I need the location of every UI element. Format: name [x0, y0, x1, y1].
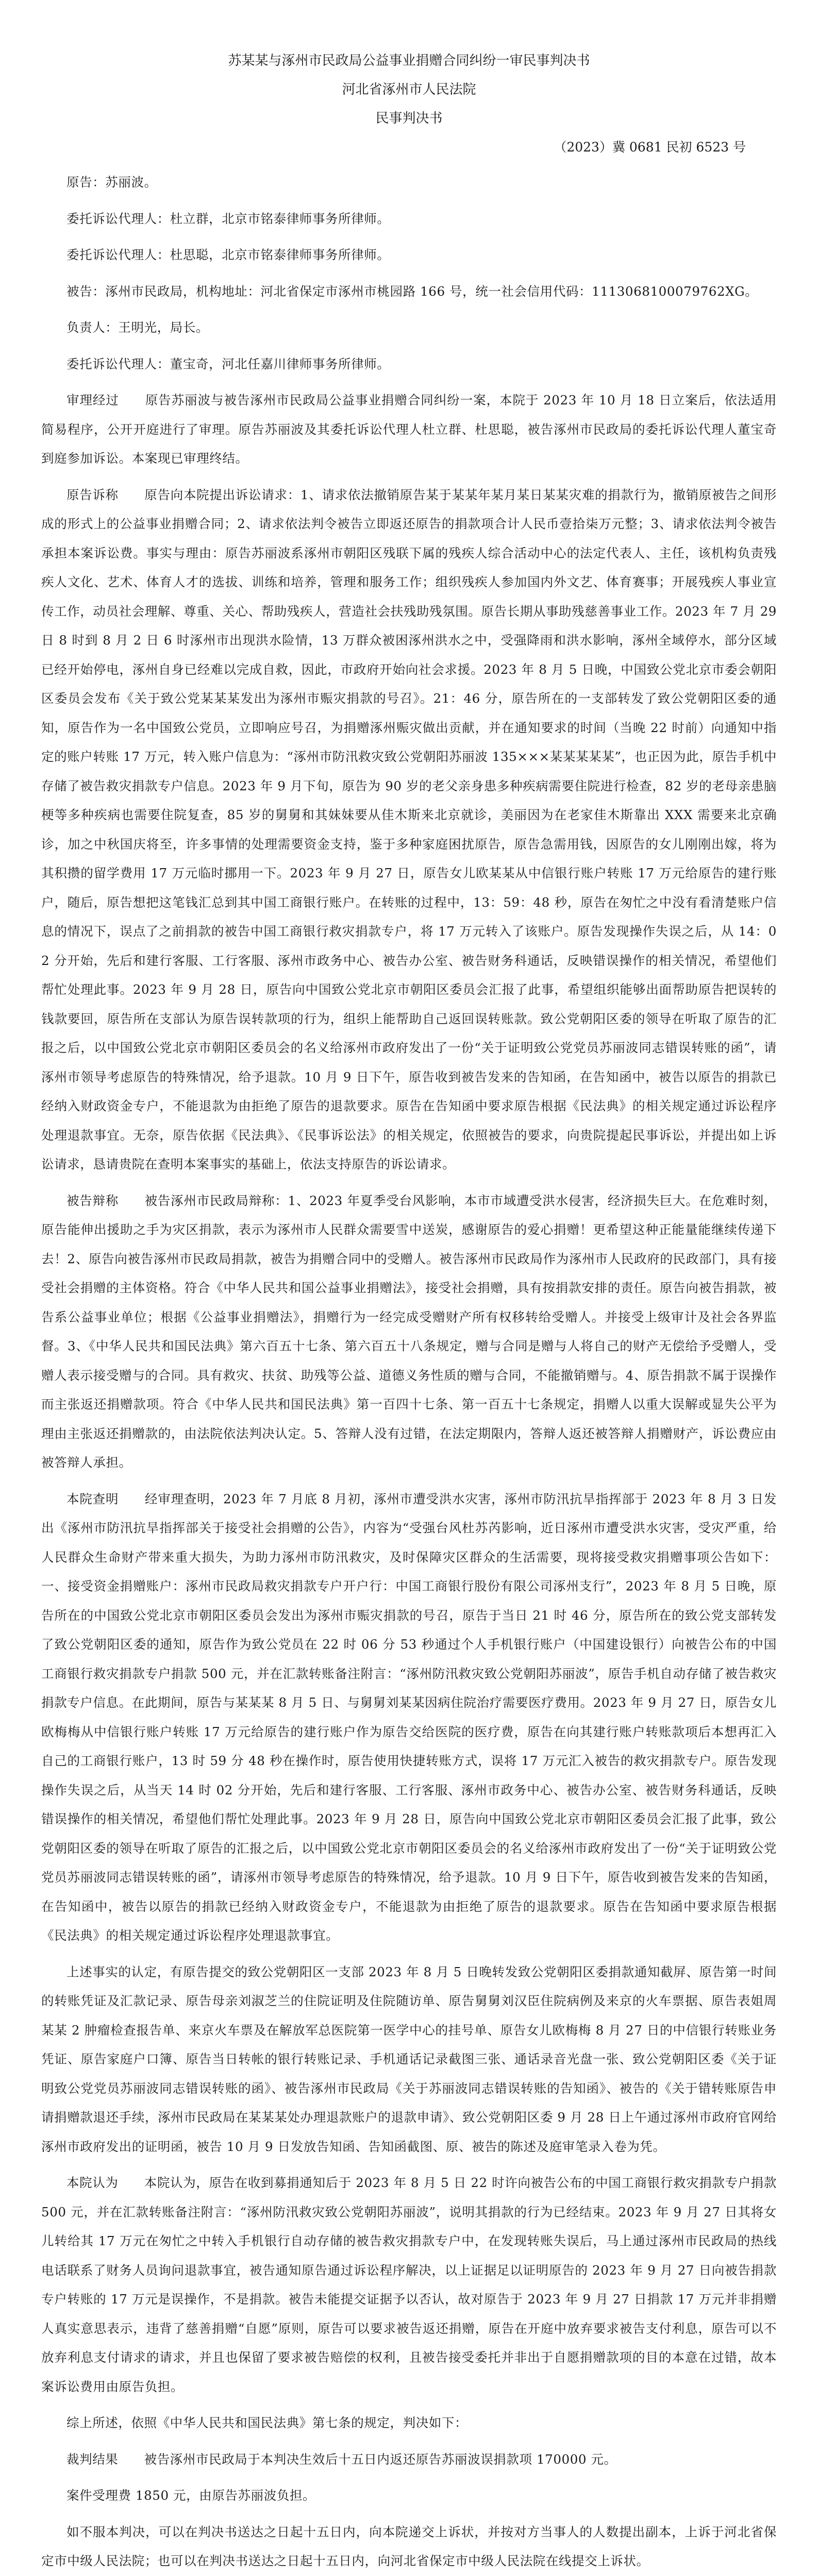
appeal-notice: 如不服本判决，可以在判决书送达之日起十五日内，向本院递交上诉状，并按对方当事人的人数提出副本，上诉于河北省保定市中级人民法院；也可以在判决书送达之日起十五日内，向河北省保定市中级人民法院在线提交上诉状。 — [41, 2524, 777, 2568]
document-header — [41, 46, 777, 133]
plaintiff: 原告：苏丽波。 — [66, 175, 157, 190]
plaintiff-agent-1: 委托诉讼代理人：杜立群，北京市铭泰律师事务所律师。 — [66, 211, 390, 226]
court-findings: 本院查明 经审理查明，2023 年 7 月底 8 月初，涿州市遭受洪水灾害，涿州市防汛抗旱指挥部于 2023 年 8 月 3 日发出《涿州市防汛抗旱指挥部关于接受社会捐赠的公告》，内容为“受强台风杜苏芮影响，近日涿州市遭受洪水灾害，受灾严重，给人民群众生命财产带来重大损失，为助力涿州市防汛救灾，及时保障灾区群众的生活需要，现将接受救灾捐赠事项公告如下：一、接受资金捐赠账户：涿州市民政局救灾捐款专户开户行：中国工商银行股份有限公司涿州支行”，2023 年 8 月 5 日晚，原告所在的中国致公党北京市朝阳区委员会发出为涿州市赈灾捐款的号召，原告于当日 21 时 46 分，原告所在的致公党支部转发了致公党朝阳区委的通知，原告作为致公党员在 22 时 06 分 53 秒通过个人手机银行账户（中国建设银行）向被告公布的中国工商银行救灾捐款专户捐款 500 元，并在汇款转账备注附言：“涿州防汛救灾致公党朝阳苏丽波”，原告手机自动存储了被告救灾捐款专户信息。在此期间，原告与某某某 8 月 5 日、与舅舅刘某某因病住院治疗需要医疗费用。2023 年 9 月 27 日，原告女儿欧梅梅从中信银行账户转账 17 万元给原告的建行账户作为原告交给医院的医疗费，原告在向其建行账户转账款项后本想再汇入自己的工商银行账户，13 时 59 分 48 秒在操作时，原告使用快捷转账方式，误将 17 万元汇入被告的救灾捐款专户。原告发现操作失误之后，从当天 14 时 02 分开始，先后和建行客服、工行客服、涿州市政务中心、被告办公室、被告财务科通话，反映错误操作的相关情况，希望他们帮忙处理此事。2023 年 9 月 28 日，原告向中国致公党北京市朝阳区委员会汇报了此事，致公党朝阳区委的领导在听取了原告的汇报之后，以中国致公党北京市朝阳区委员会的名义给涿州市政府发出了一份“关于证明致公党党员苏丽波同志错误转账的函”，请涿州市领导考虑原告的特殊情况，给予退款。10 月 9 日下午，原告收到被告发来的告知函，在告知函中，被告以原告的捐款已经纳入财政资金专户，不能退款为由拒绝了原告的退款要求。原告在告知函中要求原告根据《民法典》的相关规定通过诉讼程序处理退款事宜。 — [41, 1491, 777, 1943]
document-body — [41, 168, 777, 2576]
court-opinion: 本院认为 本院认为，原告在收到募捐通知后于 2023 年 8 月 5 日 22 时许向被告公布的中国工商银行救灾捐款专户捐款 500 元，并在汇款转账备注附言：“涿州防汛救灾致公党朝阳苏丽波”，说明其捐款的行为已经结束。2023 年 9 月 27 日其将女儿转给其 17 万元在匆忙之中转入手机银行自动存储的被告救灾捐款专户中，在发现转账失误后，马上通过涿州市民政局的热线电话联系了财务人员询问退款事宜，被告通知原告通过诉讼程序解决，以上证据足以证明原告的 2023 年 9 月 27 日向被告捐款专户转账的 17 万元是误操作，不是捐款。被告未能提交证据予以否认，故对原告于 2023 年 9 月 27 日捐款 17 万元并非捐赠人真实意思表示，违背了慈善捐赠“自愿”原则，原告可以要求被告返还捐赠，原告在开庭中放弃要求被告支付利息，原告可以不放弃利息支付请求的请求，并且也保留了要求被告赔偿的权利，且被告接受委托并非出于自愿捐赠款项的目的本意在过错，故本案诉讼费用由原告负担。 — [41, 2175, 777, 2394]
court-fee: 案件受理费 1850 元，由原告苏丽波负担。 — [66, 2488, 316, 2503]
document-type: 民事判决书 — [375, 111, 443, 126]
judgment-result: 裁判结果 被告涿州市民政局于本判决生效后十五日内返还原告苏丽波误捐款项 170000 元。 — [66, 2451, 617, 2467]
defendant-agent: 委托诉讼代理人：董宝奇，河北任嘉川律师事务所律师。 — [66, 356, 390, 371]
document-title: 苏某某与涿州市民政局公益事业捐赠合同纠纷一审民事判决书 — [228, 53, 590, 69]
defendant-defense: 被告辩称 被告涿州市民政局辩称：1、2023 年夏季受台风影响，本市市域遭受洪水侵害，经济损失巨大。在危难时刻，原告能伸出援助之手为灾区捐款，表示为涿州市人民群众需要雪中送炭，感谢原告的爱心捐赠！更希望这种正能量能继续传递下去！2、原告向被告涿州市民政局捐款，被告为捐赠合同中的受赠人。被告涿州市民政局作为涿州市人民政府的民政部门，具有接受社会捐赠的主体资格。符合《中华人民共和国公益事业捐赠法》，接受社会捐赠，具有按捐款安排的责任。原告向被告捐款，被告系公益事业单位；根据《公益事业捐赠法》，捐赠行为一经完成受赠财产所有权移转给受赠人。并接受上级审计及社会各界监督。3、《中华人民共和国民法典》第六百五十七条、第六百五十八条规定，赠与合同是赠与人将自己的财产无偿给予受赠人，受赠人表示接受赠与的合同。具有救灾、扶贫、助残等公益、道德义务性质的赠与合同，不能撤销赠与。4、原告捐款不属于误操作而主张返还捐赠款项。符合《中华人民共和国民法典》第一百四十七条、第一百五十七条规定，捐赠人以重大误解或显失公平为理由主张返还捐赠款的，由法院依法判决认定。5、答辩人没有过错，在法定期限内，答辩人返还被答辩人捐赠财产，诉讼费应由被答辩人承担。 — [41, 1193, 777, 1470]
plaintiff-claims: 原告诉称 原告向本院提出诉讼请求：1、请求依法撤销原告某于某某年某月某日某某灾难的捐款行为，撤销原被告之间形成的形式上的公益事业捐赠合同；2、请求依法判令被告立即返还原告的捐款项合计人民币壹拾柒万元整；3、请求依法判令被告承担本案诉讼费。事实与理由：原告苏丽波系涿州市朝阳区残联下属的残疾人综合活动中心的法定代表人、主任，该机构负责残疾人文化、艺术、体育人才的选拔、训练和培养，管理和服务工作；组织残疾人参加国内外文艺、体育赛事；开展残疾人事业宣传工作，动员社会理解、尊重、关心、帮助残疾人，营造社会扶残助残氛围。原告长期从事助残慈善事业工作。2023 年 7 月 29 日 8 时到 8 月 2 日 6 时涿州市出现洪水险情，13 万群众被困涿州洪水之中，受强降雨和洪水影响，涿州全域停水，部分区域已经开始停电，涿州自身已经难以完成自救，因此，市政府开始向社会求援。2023 年 8 月 5 日晚，中国致公党北京市委会朝阳区委员会发布《关于致公党某某某发出为涿州市赈灾捐款的号召》。21：46 分，原告所在的一支部转发了致公党朝阳区委的通知，原告作为一名中国致公党员，立即响应号召，为捐赠涿州赈灾做出贡献，并在通知要求的时间（当晚 22 时前）向通知中指定的账户转账 17 万元，转入账户信息为：“涿州市防汛救灾致公党朝阳苏丽波 135×××某某某某某”，也正因为此，原告手机中存储了被告救灾捐款专户信息。2023 年 9 月下旬，原告为 90 岁的老父亲身患多种疾病需要住院进行检查，82 岁的老母亲患脑梗等多种疾病也需要住院复查，85 岁的舅舅和其妹妹要从佳木斯来北京就诊，美丽因为在老家佳木斯靠出 XXX 需要来北京确诊，加之中秋国庆将至，许多事情的处理需要资金支持，鉴于多种家庭困扰原告，原告急需用钱，因原告的女儿刚刚出嫁，将为其积攒的留学费用 17 万元临时挪用一下。2023 年 9 月 27 日，原告女儿欧某某从中信银行账户转账 17 万元给原告的建行账户，随后，原告想把这笔钱汇总到其中国工商银行账户。在转账的过程中，13：59：48 秒，原告在匆忙之中没有看清楚账户信息的情况下，误点了之前捐款的被告中国工商银行救灾捐款专户，将 17 万元转入了该账户。原告发现操作失误之后，从 14：02 分开始，先后和建行客服、工行客服、涿州市政务中心、被告办公室、被告财务科通话，反映错误操作的相关情况，希望他们帮忙处理此事。2023 年 9 月 28 日，原告向中国致公党北京市朝阳区委员会汇报了此事，希望组织能够出面帮助原告把误转的钱款要回，原告所在支部认为原告误转款项的行为，组织上能帮助自己返回误转账款。致公党朝阳区委的领导在听取了原告的汇报之后，以中国致公党北京市朝阳区委员会的名义给涿州市政府发出了一份“关于证明致公党党员苏丽波同志错误转账的函”，请涿州市领导考虑原告的特殊情况，给予退款。10 月 9 日下午，原告收到被告发来的告知函，在告知函中，被告以原告的捐款已经纳入财政资金专户，不能退款为由拒绝了原告的退款要求。原告在告知函中要求原告根据《民法典》的相关规定通过诉讼程序处理退款事宜。无奈，原告依据《民法典》、《民事诉讼法》的相关规定，依照被告的要求，向贵院提起民事诉讼，并提出如上诉讼请求，恳请贵院在查明本案事实的基础上，依法支持原告的诉讼请求。 — [41, 487, 777, 1172]
plaintiff-agent-2: 委托诉讼代理人：杜思聪，北京市铭泰律师事务所律师。 — [66, 247, 390, 262]
court-name: 河北省涿州市人民法院 — [342, 82, 476, 97]
defendant: 被告：涿州市民政局，机构地址：河北省保定市涿州市桃园路 166 号，统一社会信用代码：1113068100079762XG。 — [66, 283, 758, 299]
evidence-summary: 上述事实的认定，有原告提交的致公党朝阳区一支部 2023 年 8 月 5 日晚转发致公党朝阳区委捐款通知截屏、原告第一时间的转账凭证及汇款记录、原告母亲刘淑芝兰的住院证明及住院随访单、原告舅舅刘汉臣住院病例及来京的火车票据、原告表姐周某某 2 肿瘤检查报告单、来京火车票及在解放军总医院第一医学中心的挂号单、原告女儿欧梅梅 8 月 27 日的中信银行转账业务凭证、原告家庭户口簿、原告当日转帐的银行转账记录、手机通话记录截图三张、通话录音光盘一张、致公党朝阳区委《关于证明致公党党员苏丽波同志错误转账的函》、被告涿州市民政局《关于苏丽波同志错误转账的告知函》、被告的《关于错转账原告申请捐赠款退还手续，涿州市民政局在某某某处办理退款账户的退款申请》、致公党朝阳区委 9 月 28 日上午通过涿州市政府官网给涿州市政府发出的证明函，被告 10 月 9 日发放告知函、告知函截图、原、被告的陈述及庭审笔录入卷为凭。 — [41, 1964, 777, 2154]
defendant-head: 负责人：王明光，局长。 — [66, 320, 209, 335]
trial-process: 审理经过 原告苏丽波与被告涿州市民政局公益事业捐赠合同纠纷一案，本院于 2023 年 10 月 18 日立案后，依法适用简易程序，公开开庭进行了审理。原告苏丽波及其委托诉讼代理人杜立群、杜思聪，被告涿州市民政局的委托诉讼代理人董宝奇到庭参加诉讼。本案现已审理终结。 — [41, 393, 777, 466]
case-number: （2023）冀 0681 民初 6523 号 — [554, 140, 746, 155]
legal-basis: 综上所述，依照《中华人民共和国民法典》第七条的规定，判决如下： — [66, 2415, 468, 2430]
